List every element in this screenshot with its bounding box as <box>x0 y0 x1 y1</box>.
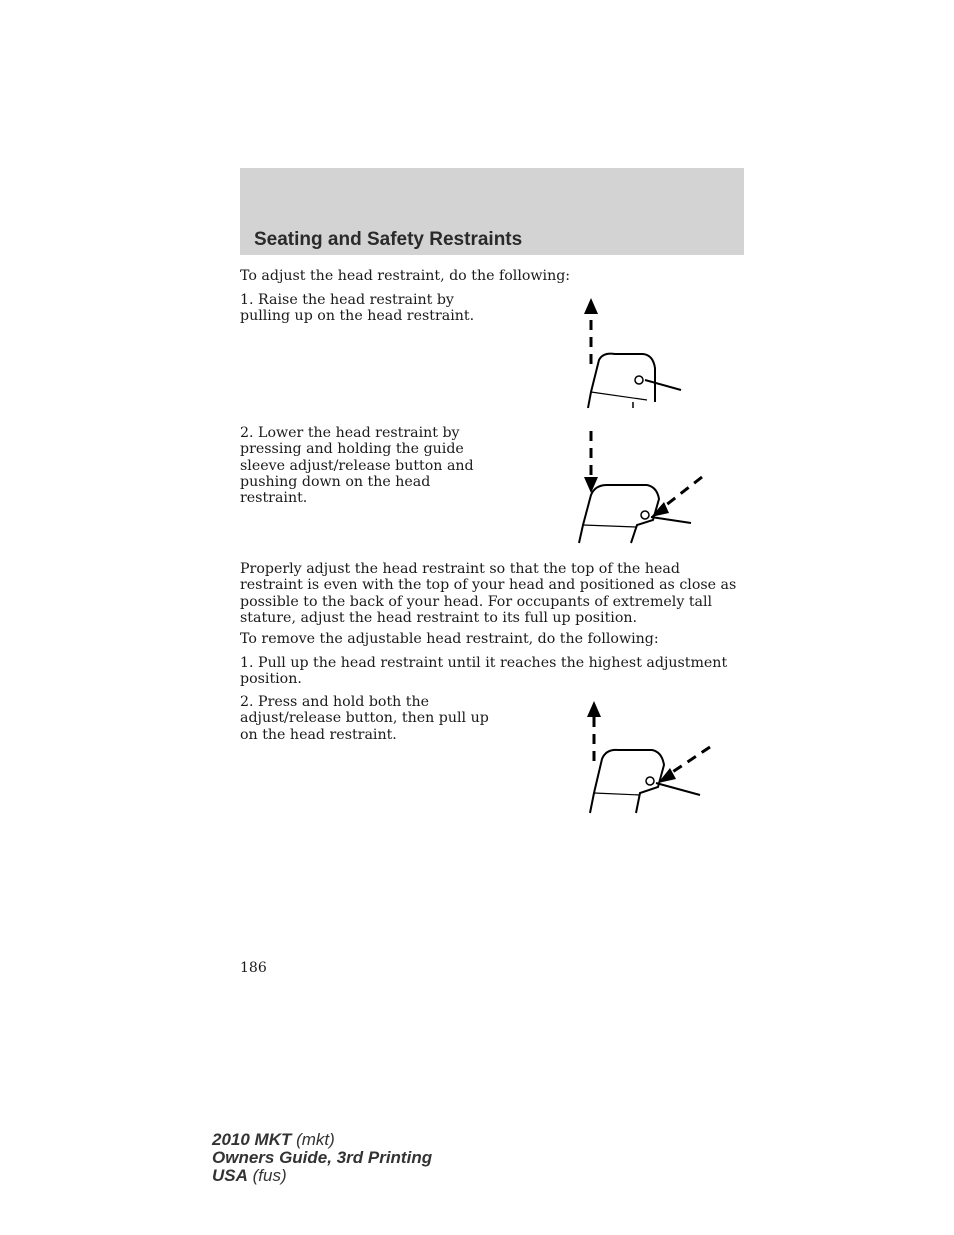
footer-region-line <box>212 1167 432 1185</box>
footer-region-code: (fus) <box>252 1166 287 1185</box>
footer-model-code: (mkt) <box>296 1130 335 1149</box>
head-restraint-remove-icon <box>580 695 715 820</box>
head-restraint-lower-icon <box>575 425 710 550</box>
intro-text: To adjust the head restraint, do the following: <box>240 268 571 284</box>
footer-region: USA <box>212 1166 248 1185</box>
step-pull-up-text: 1. Pull up the head restraint until it reaches the highest adjustment position. <box>240 655 728 688</box>
page-number: 186 <box>240 960 267 976</box>
remove-intro-text: To remove the adjustable head restraint, do the following: <box>240 631 659 647</box>
step-raise-text: 1. Raise the head restraint by pulling up on the head restraint. <box>240 292 475 325</box>
section-header <box>240 168 744 255</box>
footer-model-line <box>212 1131 432 1149</box>
section-title: Seating and Safety Restraints <box>254 229 523 250</box>
proper-adjust-text: Properly adjust the head restraint so that the top of the head restraint is even with the top of your head and positioned as close as possible to the back of your head. For occupants of extremely tall stature, adjust the head restraint to its full up position. <box>240 561 737 626</box>
footer-model: 2010 MKT <box>212 1130 292 1149</box>
head-restraint-raise-icon <box>575 292 690 414</box>
footer-guide: Owners Guide, 3rd Printing <box>212 1148 433 1167</box>
footer <box>212 1131 432 1185</box>
step-lower-text: 2. Lower the head restraint by pressing and holding the guide sleeve adjust/release button and pushing down on the head restraint. <box>240 425 474 507</box>
step-remove-text: 2. Press and hold both the adjust/release button, then pull up on the head restraint. <box>240 694 489 743</box>
